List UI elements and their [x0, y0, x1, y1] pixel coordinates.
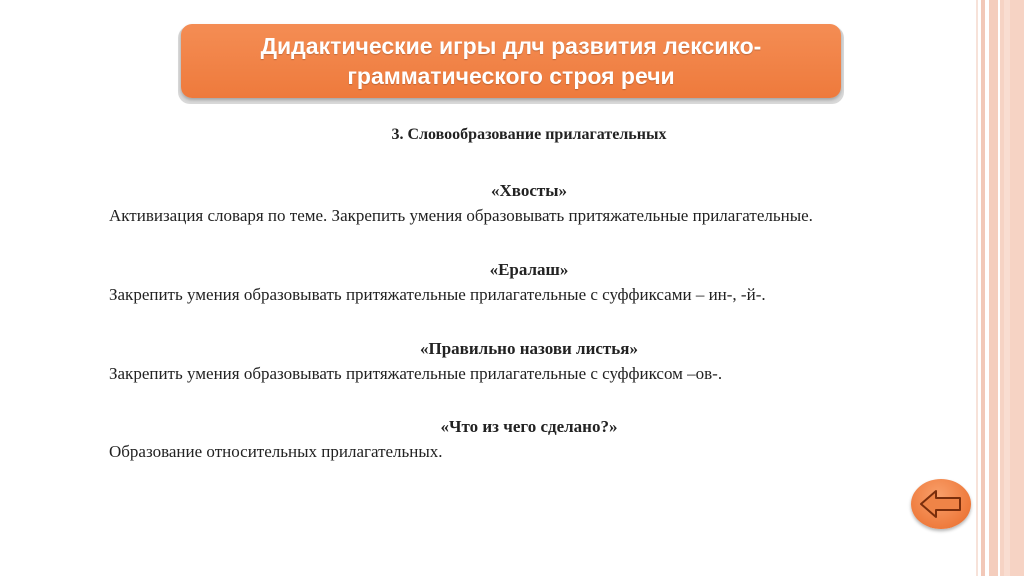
- game-description: Закрепить умения образовывать притяжательные прилагательные с суффиксом –ов-.: [109, 364, 723, 383]
- game-description: Закрепить умения образовывать притяжательные прилагательные с суффиксами – ин-, -й-.: [109, 285, 766, 304]
- section-subtitle: 3. Словообразование прилагательных: [391, 126, 667, 143]
- game-description: Образование относительных прилагательных.: [109, 442, 443, 461]
- decorative-stripe: [989, 0, 998, 576]
- game-title: «Правильно назови листья»: [420, 339, 638, 358]
- game-description: Активизация словаря по теме. Закрепить умения образовывать притяжательные прилагательные.: [109, 206, 813, 225]
- slide-content: [109, 120, 949, 464]
- left-arrow-icon: [919, 488, 963, 520]
- decorative-stripe: [981, 0, 985, 576]
- game-title: «Хвосты»: [490, 181, 567, 200]
- back-button[interactable]: [911, 479, 971, 529]
- slide-title: Дидактические игры длч развития лексико-грамматического строя речи: [260, 33, 762, 89]
- decorative-stripe: [1004, 0, 1010, 576]
- game-title: «Что из чего сделано?»: [440, 417, 618, 436]
- title-banner: [181, 24, 841, 98]
- game-title: «Ералаш»: [489, 260, 569, 279]
- decorative-stripe: [976, 0, 978, 576]
